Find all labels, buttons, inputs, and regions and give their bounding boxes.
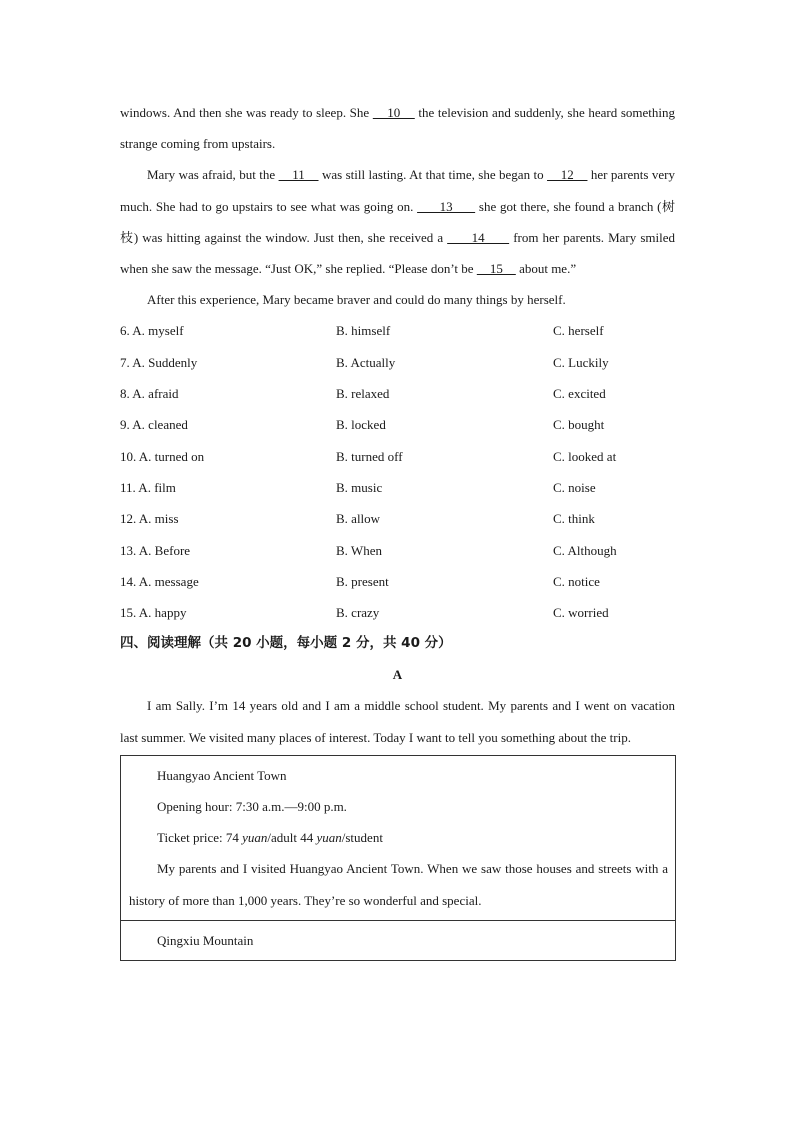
option-c: C. worried [553, 605, 609, 621]
option-a: 10. A. turned on [120, 448, 205, 464]
table-row [121, 755, 676, 920]
blank-15: 15 [476, 261, 516, 277]
option-b: B. allow [336, 511, 381, 527]
blank-11: 11 [278, 167, 319, 183]
info-table [120, 755, 676, 961]
text-span: from her parents. Mary smiled when she saw the message. “Just OK,” she replied. “Please don’t be [120, 229, 676, 277]
option-b: B. music [336, 479, 383, 495]
table-row [121, 920, 676, 960]
passage-intro: I am Sally. I’m 14 years old and I am a middle school student. My parents and I went on vacation last summer. We visited many places of interest. Today I want to tell you something about the trip. [120, 698, 675, 745]
blank-10: 10 [372, 105, 415, 120]
section-heading: 四、阅读理解（共 20 小题，每小题 2 分，共 40 分） [120, 635, 452, 652]
text-span: was still lasting. At that time, she began to [318, 167, 548, 183]
option-row [120, 441, 675, 472]
blank-14: 14 [447, 229, 510, 245]
option-b: B. locked [336, 417, 386, 433]
option-c: C. Luckily [553, 354, 609, 370]
text-span: her parents very much. She had to go upstairs to see what was going on. [120, 167, 675, 214]
blank-12: 12 [547, 167, 588, 183]
option-c: C. noise [553, 479, 596, 495]
text-span: Mary was afraid, but the [147, 167, 279, 183]
option-b: B. turned off [336, 448, 403, 464]
place-name: Huangyao Ancient Town [157, 767, 287, 783]
option-row [120, 535, 675, 566]
option-a: 13. A. Before [120, 542, 191, 558]
text-span: /adult 44 [267, 830, 317, 846]
option-c: C. excited [553, 386, 606, 402]
place-name: Qingxiu Mountain [157, 932, 254, 948]
option-b: B. Actually [336, 354, 396, 370]
options-list [120, 315, 675, 628]
text-span: she got there, she found a branch (树枝) was hitting against the window. Just then, she received a [120, 198, 675, 245]
option-a: 7. A. Suddenly [120, 354, 198, 370]
option-b: B. himself [336, 323, 391, 339]
document-page [120, 97, 675, 961]
option-row [120, 378, 675, 409]
option-row [120, 315, 675, 346]
option-row [120, 409, 675, 440]
option-a: 12. A. miss [120, 511, 179, 527]
currency-unit: yuan [316, 830, 342, 846]
option-c: C. notice [553, 573, 600, 589]
option-a: 8. A. afraid [120, 386, 179, 402]
currency-unit: yuan [242, 830, 268, 846]
table-cell [121, 755, 676, 920]
option-row [120, 503, 675, 534]
option-c: C. herself [553, 323, 604, 339]
blank-13: 13 [417, 198, 476, 214]
option-a: 11. A. film [120, 479, 176, 495]
option-c: C. think [553, 511, 595, 527]
text-span: windows. And then she was ready to sleep. She [120, 105, 373, 120]
option-row [120, 472, 675, 503]
option-b: B. relaxed [336, 386, 390, 402]
option-a: 9. A. cleaned [120, 417, 188, 433]
cloze-paragraph-continued [120, 97, 675, 159]
opening-hours: Opening hour: 7:30 a.m.—9:00 p.m. [157, 799, 347, 814]
option-c: C. Although [553, 542, 617, 558]
option-a: 6. A. myself [120, 323, 184, 339]
passage-label: A [392, 667, 403, 683]
option-a: 14. A. message [120, 573, 199, 589]
place-description: My parents and I visited Huangyao Ancient Town. When we saw those houses and streets with a history of more than 1,000 years. They’re so wonderful and special. [129, 861, 668, 908]
cloze-paragraph-2 [120, 159, 675, 284]
text-span: Ticket price: 74 [157, 830, 243, 846]
cloze-paragraph-3: After this experience, Mary became braver and could do many things by herself. [147, 292, 566, 308]
option-c: C. bought [553, 417, 605, 433]
option-b: B. present [336, 573, 389, 589]
text-span: the television and suddenly, she heard something strange coming from upstairs. [120, 105, 675, 152]
option-b: B. crazy [336, 605, 380, 621]
ticket-price [129, 822, 668, 853]
option-c: C. looked at [553, 448, 617, 464]
option-a: 15. A. happy [120, 605, 187, 621]
option-row [120, 347, 675, 378]
option-row [120, 566, 675, 597]
option-b: B. When [336, 542, 382, 558]
option-row [120, 597, 675, 628]
text-span: about me.” [515, 261, 577, 277]
text-span: /student [341, 830, 383, 846]
table-cell [121, 920, 676, 960]
